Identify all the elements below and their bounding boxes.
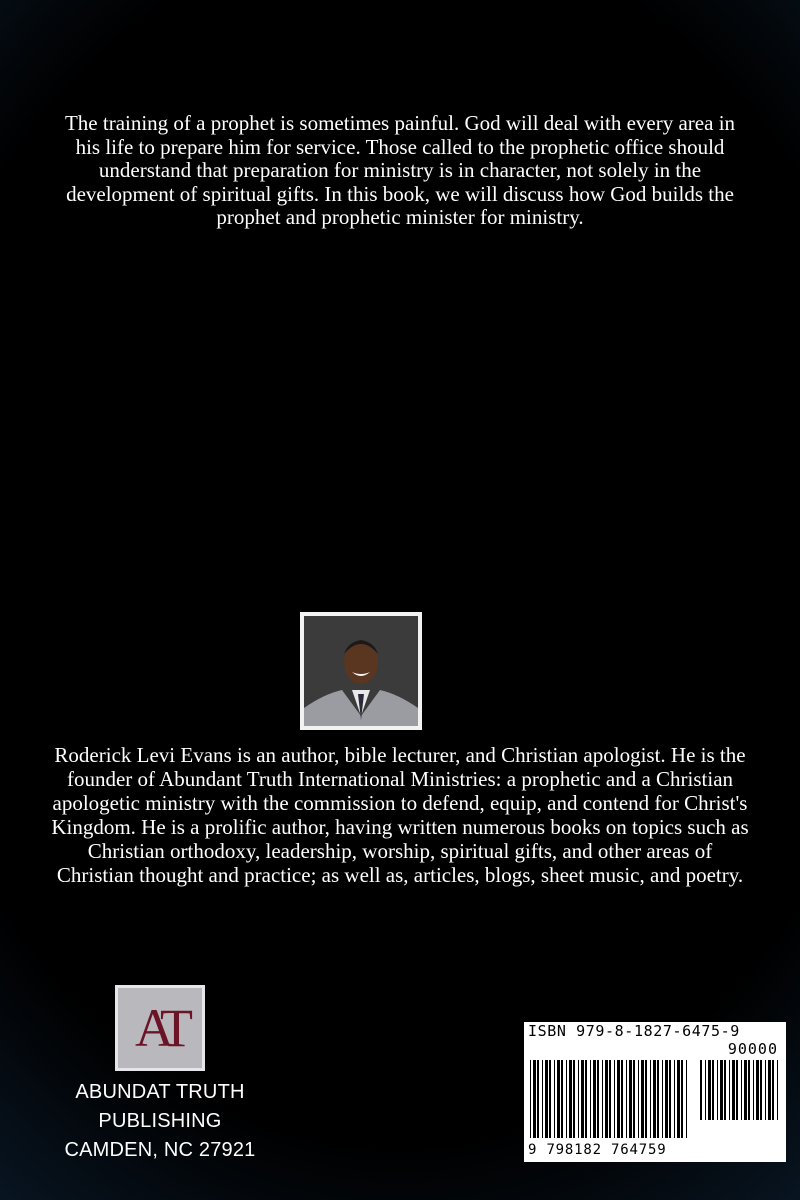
barcode-bar <box>653 1060 656 1138</box>
author-photo <box>300 612 422 730</box>
barcode-bar <box>614 1060 615 1138</box>
barcode-bar <box>760 1060 762 1120</box>
barcode-bar <box>662 1060 663 1138</box>
barcode-bar <box>554 1060 555 1138</box>
barcode-bar <box>581 1060 584 1138</box>
barcode-bar <box>602 1060 603 1138</box>
barcode-bar <box>585 1060 587 1138</box>
barcode-bar <box>772 1060 774 1120</box>
publisher-info <box>40 1078 280 1165</box>
publisher-imprint: PUBLISHING <box>98 1110 222 1132</box>
back-cover-blurb: The training of a prophet is sometimes painful. God will deal with every area in his life to prepare him for service. Those called to the prophetic office should understand that preparation for ministry is in character, not solely in the development of spiritual gifts. In this book, we will discuss how God builds the prophet and prophetic minister for ministry. <box>64 111 736 229</box>
barcode-bar <box>736 1060 738 1120</box>
barcode-bar <box>705 1060 706 1120</box>
barcode-bar <box>765 1060 766 1120</box>
barcode-bar <box>720 1060 723 1120</box>
barcode-bar <box>741 1060 742 1120</box>
barcode-bar <box>669 1060 671 1138</box>
barcode-bar <box>626 1060 627 1138</box>
author-bio: Roderick Levi Evans is an author, bible lecturer, and Christian apologist. He is the founder of Abundant Truth International Ministries: a prophetic and a Christian apologetic ministry with the commission to defend, equip, and contend for Christ's Kingdom. He is a prolific author, having written numerous books on topics such as Christian orthodoxy, leadership, worship, spiritual gifts, and other areas of Christian thought and practice; as well as, articles, blogs, sheet music, and poetry. <box>51 743 749 887</box>
author-portrait-image <box>304 616 418 726</box>
barcode-bar <box>665 1060 668 1138</box>
publisher-location: CAMDEN, NC 27921 <box>64 1139 256 1161</box>
barcode-bar <box>777 1060 778 1120</box>
barcode-bar <box>712 1060 714 1120</box>
barcode-bar <box>566 1060 567 1138</box>
barcode-bar <box>629 1060 632 1138</box>
barcode-bar <box>530 1060 531 1138</box>
barcode-bar <box>569 1060 572 1138</box>
barcode-bar <box>542 1060 543 1138</box>
barcode-bar <box>724 1060 726 1120</box>
barcode-bar <box>645 1060 647 1138</box>
barcode-bar <box>533 1060 536 1138</box>
barcode-bar <box>732 1060 735 1120</box>
barcode-bar <box>753 1060 754 1120</box>
barcode-digits: 9 798182 764759 <box>528 1142 667 1158</box>
barcode-bar <box>573 1060 575 1138</box>
barcode-bar <box>597 1060 599 1138</box>
barcode-bar <box>700 1060 702 1120</box>
barcode-bar <box>537 1060 539 1138</box>
barcode-bar <box>605 1060 608 1138</box>
barcode-bar <box>609 1060 611 1138</box>
barcode-bar <box>729 1060 730 1120</box>
barcode-bar <box>617 1060 620 1138</box>
barcode-bar <box>681 1060 683 1138</box>
publisher-logo-letters: AT <box>135 998 185 1058</box>
barcode-bar <box>650 1060 651 1138</box>
barcode-bar <box>561 1060 563 1138</box>
barcode-bars-addon <box>700 1060 780 1120</box>
publisher-name: ABUNDAT TRUTH <box>75 1081 245 1103</box>
barcode-bar <box>638 1060 639 1138</box>
barcode-bar <box>748 1060 750 1120</box>
barcode-bar <box>621 1060 623 1138</box>
isbn-barcode <box>524 1022 786 1162</box>
isbn-label: ISBN 979-8-1827-6475-9 <box>528 1022 740 1040</box>
price-code: 90000 <box>727 1040 778 1058</box>
barcode-bar <box>557 1060 560 1138</box>
publisher-logo <box>115 985 205 1071</box>
barcode-bar <box>641 1060 644 1138</box>
barcode-bar <box>708 1060 711 1120</box>
barcode-bar <box>677 1060 680 1138</box>
barcode-bar <box>768 1060 771 1120</box>
barcode-bar <box>590 1060 591 1138</box>
barcode-bar <box>744 1060 747 1120</box>
barcode-bar <box>674 1060 675 1138</box>
barcode-bar <box>578 1060 579 1138</box>
barcode-bar <box>657 1060 659 1138</box>
barcode-bar <box>545 1060 548 1138</box>
barcode-bar <box>686 1060 687 1138</box>
barcode-bar <box>756 1060 759 1120</box>
barcode-bar <box>717 1060 718 1120</box>
barcode-bar <box>633 1060 635 1138</box>
barcode-bar <box>549 1060 551 1138</box>
barcode-bar <box>593 1060 596 1138</box>
barcode-bars-main <box>530 1060 690 1138</box>
